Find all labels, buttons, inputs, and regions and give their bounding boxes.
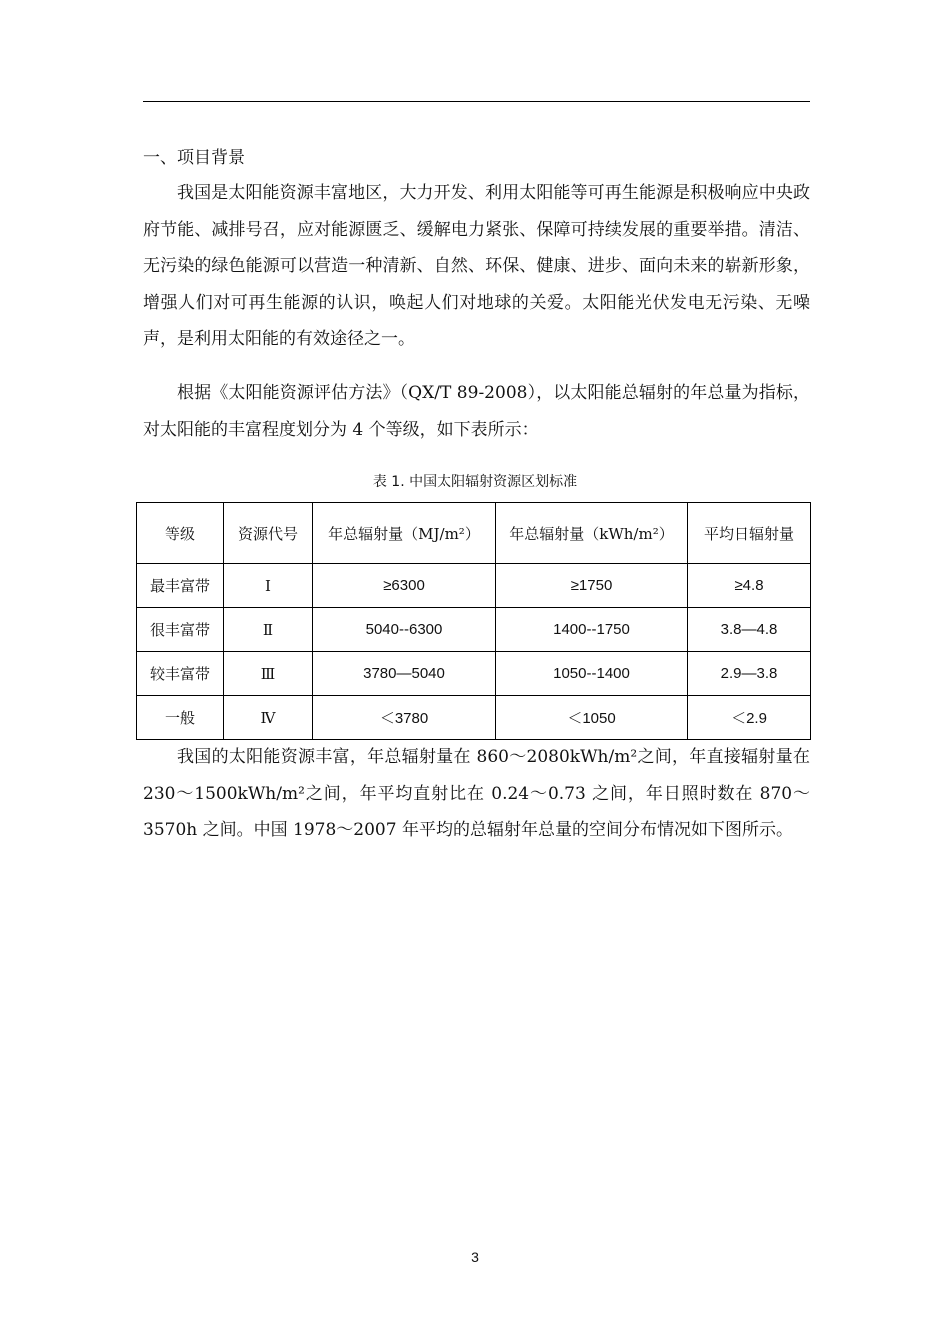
table-caption: 表 1. 中国太阳辐射资源区划标准	[372, 474, 578, 490]
paragraph-resource-summary: 我国的太阳能资源丰富，年总辐射量在 860～2080kWh/m²之间，年直接辐射量在 230～1500kWh/m²之间，年平均直射比在 0.24～0.73 之间，年日照时数在 870～3570h 之间。中国 1978～2007 年平均的总辐射年总量的空间分布情况如下图所示。	[143, 747, 810, 840]
table-cell: ≥4.8	[688, 564, 811, 608]
table-header-cell: 等级	[137, 503, 224, 564]
table-row	[137, 696, 811, 740]
table-cell: 较丰富带	[137, 652, 224, 696]
table-cell: ≥1750	[496, 564, 688, 608]
table-cell: 3.8—4.8	[688, 608, 811, 652]
table-cell: Ⅱ	[224, 608, 313, 652]
table-cell: 最丰富带	[137, 564, 224, 608]
table-header-cell: 年总辐射量（kWh/m²）	[496, 503, 688, 564]
table-row	[137, 564, 811, 608]
table-cell: 一般	[137, 696, 224, 740]
table-cell: 1400--1750	[496, 608, 688, 652]
table-header-cell: 年总辐射量（MJ/m²）	[313, 503, 496, 564]
table-header-row	[137, 503, 811, 564]
table-cell: 2.9—3.8	[688, 652, 811, 696]
table-row	[137, 608, 811, 652]
table-header-cell: 平均日辐射量	[688, 503, 811, 564]
page-number: 3	[471, 1249, 479, 1265]
radiation-zoning-table	[136, 502, 811, 740]
table-cell: Ⅳ	[224, 696, 313, 740]
paragraph-background: 我国是太阳能资源丰富地区，大力开发、利用太阳能等可再生能源是积极响应中央政府节能、减排号召，应对能源匮乏、缓解电力紧张、保障可持续发展的重要举措。清洁、无污染的绿色能源可以营造一种清新、自然、环保、健康、进步、面向未来的崭新形象，增强人们对可再生能源的认识，唤起人们对地球的关爱。太阳能光伏发电无污染、无噪声，是利用太阳能的有效途径之一。	[143, 183, 810, 349]
table-cell: 3780—5040	[313, 652, 496, 696]
table-cell: 1050--1400	[496, 652, 688, 696]
table-cell: ＜2.9	[688, 696, 811, 740]
table-cell: ＜3780	[313, 696, 496, 740]
table-cell: ≥6300	[313, 564, 496, 608]
table-cell: ＜1050	[496, 696, 688, 740]
table-cell: 5040--6300	[313, 608, 496, 652]
table-cell: Ⅰ	[224, 564, 313, 608]
section-heading: 一、项目背景	[143, 148, 245, 168]
paragraph-standard-intro: 根据《太阳能资源评估方法》（QX/T 89-2008），以太阳能总辐射的年总量为指标，对太阳能的丰富程度划分为 4 个等级，如下表所示：	[143, 383, 810, 440]
table-cell: 很丰富带	[137, 608, 224, 652]
header-rule	[143, 101, 810, 102]
table-cell: Ⅲ	[224, 652, 313, 696]
table-header-cell: 资源代号	[224, 503, 313, 564]
table-row	[137, 652, 811, 696]
